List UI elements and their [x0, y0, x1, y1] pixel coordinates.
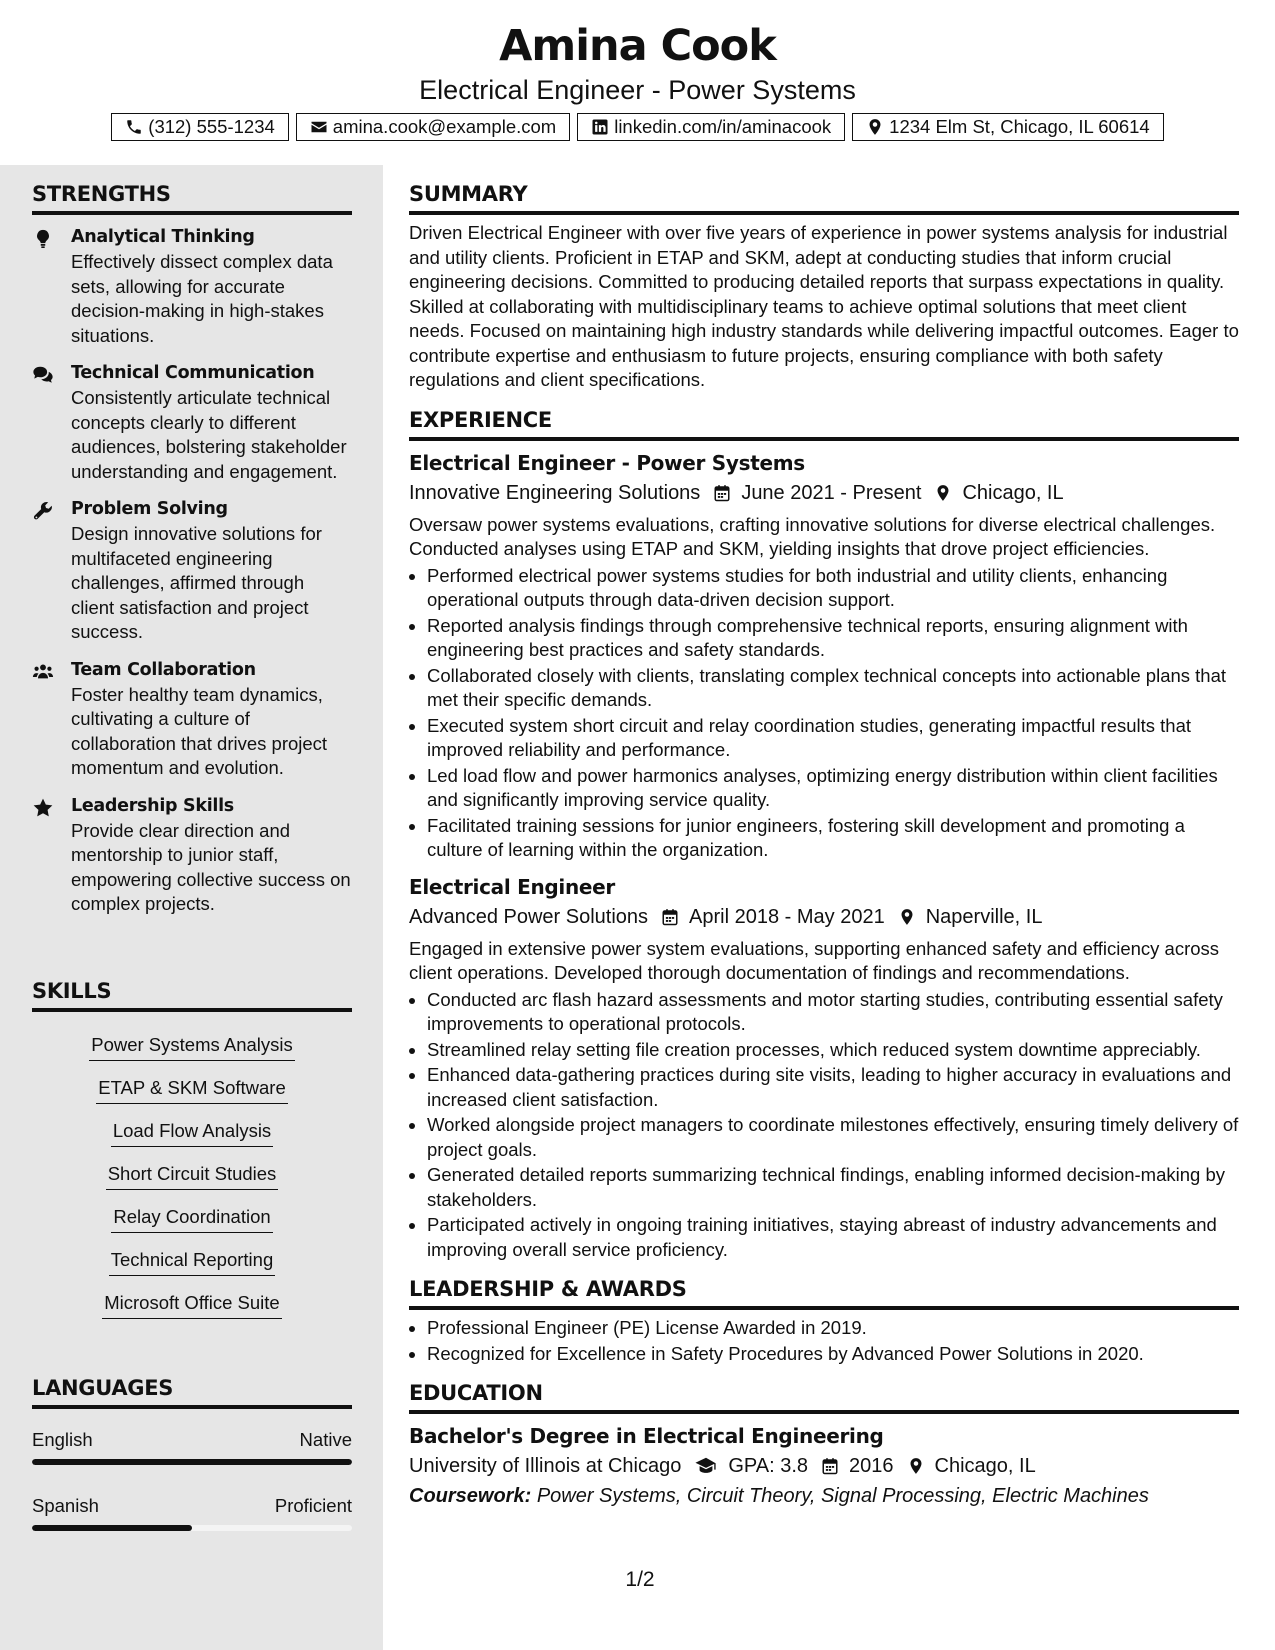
contact-address-text: 1234 Elm St, Chicago, IL 60614: [889, 116, 1150, 137]
experience-section: [409, 406, 1239, 1263]
lightbulb-icon: [32, 228, 54, 250]
contact-linkedin-text: linkedin.com/in/aminacook: [614, 116, 832, 137]
skill-tag: Relay Coordination: [111, 1204, 272, 1233]
resume-header: [0, 0, 1275, 150]
contact-linkedin[interactable]: [577, 113, 845, 141]
summary-section: [409, 180, 1239, 393]
job-bullet: • Generated detailed reports summarizing technical findings, enabling informed decision-making by stakeholders.: [427, 1163, 1239, 1212]
job-bullet: • Worked alongside project managers to coordinate milestones effectively, ensuring timely delivery of project goals.: [427, 1113, 1239, 1162]
job-bullet: • Led load flow and power harmonics analyses, optimizing energy distribution within client facilities and significantly improving service quality.: [427, 764, 1239, 813]
job-location: Chicago, IL: [962, 481, 1064, 504]
languages-heading: LANGUAGES: [32, 1374, 352, 1409]
comments-icon: [32, 364, 54, 386]
language-level: Native: [299, 1429, 352, 1450]
strength-item: [32, 794, 352, 917]
skill-tag: Microsoft Office Suite: [102, 1290, 281, 1319]
language-proficiency-bar: [32, 1525, 352, 1531]
page-number: 1/2: [625, 1568, 655, 1591]
skills-list: [32, 1018, 352, 1319]
strength-title: Analytical Thinking: [71, 227, 255, 247]
job-bullet: • Reported analysis findings through comprehensive technical reports, ensuring alignment with engineering best practices and safety standards.: [427, 614, 1239, 663]
skill-tag: Load Flow Analysis: [111, 1118, 273, 1147]
contact-email-text: amina.cook@example.com: [332, 116, 557, 137]
wrench-icon: [32, 500, 54, 522]
education-section: [409, 1379, 1239, 1510]
map-pin-icon: [907, 1457, 925, 1475]
strength-description: Effectively dissect complex data sets, allowing for accurate decision-making in high-stakes situations.: [71, 251, 333, 346]
job-bullet: • Executed system short circuit and relay coordination studies, generating impactful results that improved reliability and performance.: [427, 714, 1239, 763]
job-bullets: [409, 988, 1239, 1263]
skills-section: [32, 977, 352, 1319]
contact-address[interactable]: [852, 113, 1164, 141]
candidate-title: Electrical Engineer - Power Systems: [419, 75, 856, 105]
job-meta: [409, 903, 1239, 931]
language-proficiency-fill: [32, 1525, 192, 1531]
strength-item: [32, 361, 352, 484]
job-company: Advanced Power Solutions: [409, 905, 649, 928]
language-name: Spanish: [32, 1495, 99, 1516]
job-bullet: • Streamlined relay setting file creation processes, which reduced system downtime appreciably.: [427, 1038, 1239, 1063]
sidebar: [0, 165, 383, 1650]
strength-item: [32, 497, 352, 645]
main-content: [409, 180, 1239, 1510]
contact-phone-text: (312) 555-1234: [148, 116, 275, 137]
envelope-icon: [310, 118, 328, 136]
job-meta: [409, 479, 1239, 507]
strength-title: Problem Solving: [71, 499, 228, 519]
calendar-icon: [661, 908, 679, 926]
awards-list: [409, 1316, 1239, 1366]
contact-email[interactable]: [296, 113, 570, 141]
calendar-icon: [713, 484, 731, 502]
calendar-icon: [821, 1457, 839, 1475]
phone-icon: [125, 118, 143, 136]
strength-item: [32, 658, 352, 781]
graduation-year: 2016: [849, 1455, 894, 1477]
education-meta: [409, 1452, 1239, 1480]
job-title: Electrical Engineer: [409, 874, 615, 899]
strength-title: Technical Communication: [71, 363, 315, 383]
coursework: [409, 1482, 1239, 1510]
job-bullet: • Conducted arc flash hazard assessments and motor starting studies, contributing essential safety improvements to operational protocols.: [427, 988, 1239, 1037]
coursework-list: Power Systems, Circuit Theory, Signal Processing, Electric Machines: [536, 1485, 1149, 1507]
languages-section: [32, 1374, 352, 1531]
strength-description: Design innovative solutions for multifaceted engineering challenges, affirmed through client satisfaction and project success.: [71, 523, 322, 642]
star-icon: [32, 797, 54, 819]
job-bullet: • Facilitated training sessions for junior engineers, fostering skill development and promoting a culture of learning within the organization.: [427, 814, 1239, 863]
skills-heading: SKILLS: [32, 977, 352, 1012]
job-bullets: [409, 564, 1239, 863]
language-item: [32, 1427, 352, 1465]
strengths-heading: STRENGTHS: [32, 180, 352, 215]
job-bullet: • Performed electrical power systems studies for both industrial and utility clients, enhancing operational outputs through data-driven decision support.: [427, 564, 1239, 613]
job-entry: [409, 873, 1239, 1263]
job-dates: June 2021 - Present: [741, 481, 922, 504]
language-level: Proficient: [274, 1495, 352, 1516]
candidate-name: Amina Cook: [499, 21, 776, 71]
gpa: GPA: 3.8: [728, 1455, 809, 1477]
language-proficiency-bar: [32, 1459, 352, 1465]
strength-description: Consistently articulate technical concepts clearly to different audiences, bolstering stakeholder understanding and engagement.: [71, 387, 347, 482]
strength-title: Leadership Skills: [71, 795, 234, 816]
linkedin-icon: [591, 118, 609, 136]
school-name: University of Illinois at Chicago: [409, 1455, 682, 1477]
strength-description: Provide clear direction and mentorship to junior staff, empowering collective success on complex projects.: [71, 819, 351, 914]
job-title: Electrical Engineer - Power Systems: [409, 450, 805, 475]
job-bullet: • Collaborated closely with clients, translating complex technical concepts into actionable plans that met their specific demands.: [427, 664, 1239, 713]
strength-title: Team Collaboration: [71, 659, 256, 680]
skill-tag: Technical Reporting: [109, 1247, 275, 1276]
map-pin-icon: [898, 908, 916, 926]
coursework-label: Coursework:: [409, 1485, 532, 1507]
awards-section: [409, 1275, 1239, 1366]
map-pin-icon: [866, 118, 884, 136]
job-bullet: • Enhanced data-gathering practices during site visits, leading to higher accuracy in evaluations and increased client satisfaction.: [427, 1063, 1239, 1112]
strength-description: Foster healthy team dynamics, cultivating a culture of collaboration that drives project momentum and evolution.: [71, 683, 328, 778]
awards-heading: LEADERSHIP & AWARDS: [409, 1275, 1239, 1310]
skill-tag: Power Systems Analysis: [89, 1032, 295, 1061]
summary-text: Driven Electrical Engineer with over five years of experience in power systems analysis for industrial and utility clients. Proficient in ETAP and SKM, adept at conducting studies that inform crucial engineering decisions. Committed to producing detailed reports that surpass expectations in quality. Skilled at collaborating with multidisciplinary teams to achieve optimal solutions that meet client needs. Focused on maintaining high industry standards while delivering impactful outcomes. Eager to contribute expertise and enthusiasm to future projects, ensuring compliance with both safety regulations and client specifications.: [409, 222, 1239, 390]
language-item: [32, 1493, 352, 1531]
language-proficiency-fill: [32, 1459, 352, 1465]
job-dates: April 2018 - May 2021: [689, 905, 885, 928]
award-item: • Recognized for Excellence in Safety Procedures by Advanced Power Solutions in 2020.: [427, 1342, 1239, 1367]
job-company: Innovative Engineering Solutions: [409, 481, 701, 504]
contact-phone[interactable]: [111, 113, 289, 141]
users-icon: [32, 661, 54, 683]
skill-tag: ETAP & SKM Software: [96, 1075, 287, 1104]
summary-heading: SUMMARY: [409, 180, 1239, 215]
job-description: Engaged in extensive power system evaluations, supporting enhanced safety and efficiency across client operations. Developed thorough documentation of findings and recommendations.: [409, 937, 1220, 983]
degree-title: Bachelor's Degree in Electrical Engineering: [409, 1424, 884, 1448]
graduation-cap-icon: [694, 1455, 718, 1477]
skill-tag: Short Circuit Studies: [106, 1161, 279, 1190]
education-heading: EDUCATION: [409, 1379, 1239, 1414]
job-entry: [409, 449, 1239, 863]
strength-item: [32, 225, 352, 348]
job-description: Oversaw power systems evaluations, crafting innovative solutions for diverse electrical challenges. Conducted analyses using ETAP and SKM, yielding insights that drove project efficiencies.: [409, 513, 1216, 559]
strengths-section: [32, 180, 352, 917]
language-name: English: [32, 1429, 93, 1450]
job-bullet: • Participated actively in ongoing training initiatives, staying abreast of industry advancements and improving overall service proficiency.: [427, 1213, 1239, 1262]
map-pin-icon: [934, 484, 952, 502]
award-item: • Professional Engineer (PE) License Awarded in 2019.: [427, 1316, 1239, 1341]
contact-bar: [0, 113, 1275, 141]
experience-heading: EXPERIENCE: [409, 406, 1239, 441]
job-location: Naperville, IL: [925, 905, 1043, 928]
school-location: Chicago, IL: [934, 1455, 1036, 1477]
